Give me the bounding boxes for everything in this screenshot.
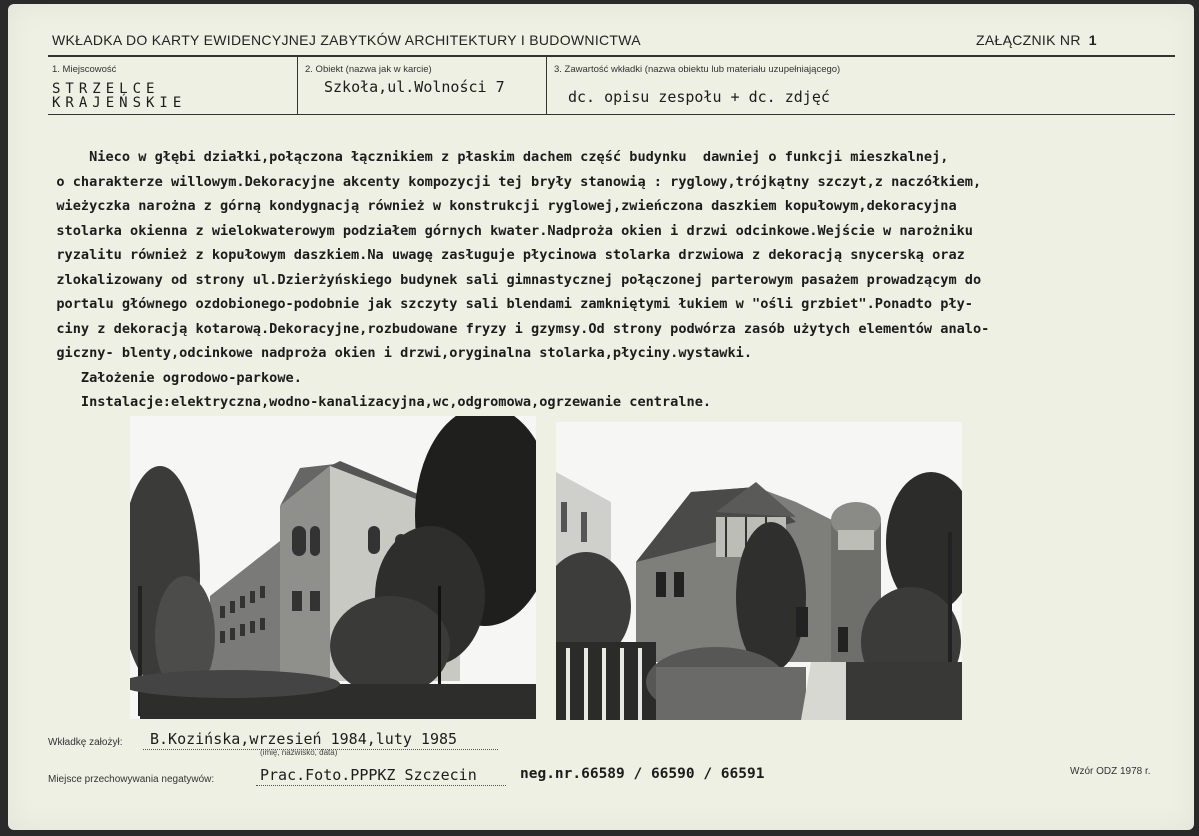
content-value: dc. opisu zespołu + dc. zdjęć xyxy=(568,88,830,106)
negatives-place: Prac.Foto.PPPKZ Szczecin xyxy=(260,766,477,784)
author-value: B.Kozińska,wrzesień 1984,luty 1985 xyxy=(150,730,458,748)
place-value-line-1: STRZELCE xyxy=(52,81,160,97)
photo-school-building xyxy=(130,416,536,719)
negatives-dotted-line xyxy=(256,785,506,786)
field-divider xyxy=(546,56,547,114)
annex-heading xyxy=(976,32,1097,48)
photo-villa-building xyxy=(556,422,962,720)
description-text: Nieco w głębi działki,połączona łącznikiem z płaskim dachem część budynku dawniej o funkcji mieszkalnej, o charakterze willowym.Dekoracyjne akcenty kompozycji tej bryły stanowią : ryglowy,trójkątny szczyt,z naczółkiem, wieżyczka narożna z górną kondygnacją również w konstrukcji ryglowej,zwieńczona daszkiem kopułowym,dekoracyjna stolarka okienna z wielokwaterowym podziałem górnych kwater.Nadproża okien i drzwi odcinkowe.Wejście w narożniku ryzalitu również z kopułowym daszkiem.Na uwagę zasługuje płycinowa stolarka drzwiowa z dekoracją snycerską oraz zlokalizowany od strony ul.Dzierżyńskiego budynek sali gimnastycznej połączonej parterowym pasażem prowadzącym do portalu głównego ozdobionego-podobnie jak szczyty sali blendami zamkniętymi łukiem w "ośli grzbiet".Ponadto pły- ciny z dekoracją kotarową.Dekoracyjne,rozbudowane fryzy i gzymsy.Od strony podwórza zasób użytych elementów analo- giczny- blenty,odcinkowe nadproża okien i drzwi,oryginalna stolarka,płyciny.wystawki. Założenie ogrodowo-parkowe. Instalacje:elektryczna,wodno-kanalizacyjna,wc,odgromowa,ogrzewanie centralne. xyxy=(56,149,990,410)
fields-rule xyxy=(48,114,1175,115)
form-pattern: Wzór ODZ 1978 r. xyxy=(1070,766,1151,777)
content-label: 3. Zawartość wkładki (nazwa obiektu lub materiału uzupełniającego) xyxy=(554,64,841,75)
author-label: Wkładkę założył: xyxy=(48,737,123,748)
negatives-label: Miejsce przechowywania negatywów: xyxy=(48,774,215,785)
annex-label: ZAŁĄCZNIK NR xyxy=(976,32,1081,48)
record-card xyxy=(8,4,1194,830)
place-value-line-2: KRAJEŃSKIE xyxy=(52,95,187,111)
place-value xyxy=(52,82,186,110)
object-value: Szkoła,ul.Wolności 7 xyxy=(324,78,505,96)
negatives-numbers: neg.nr.66589 / 66590 / 66591 xyxy=(520,766,765,782)
field-divider xyxy=(297,56,298,114)
header-rule xyxy=(48,55,1175,57)
object-label: 2. Obiekt (nazwa jak w karcie) xyxy=(305,64,432,75)
place-label: 1. Miejscowość xyxy=(52,64,117,75)
annex-number: 1 xyxy=(1088,32,1097,48)
author-hint: (imię, nazwisko, data) xyxy=(260,748,338,757)
document-title: WKŁADKA DO KARTY EWIDENCYJNEJ ZABYTKÓW ARCHITEKTURY I BUDOWNICTWA xyxy=(52,32,641,48)
